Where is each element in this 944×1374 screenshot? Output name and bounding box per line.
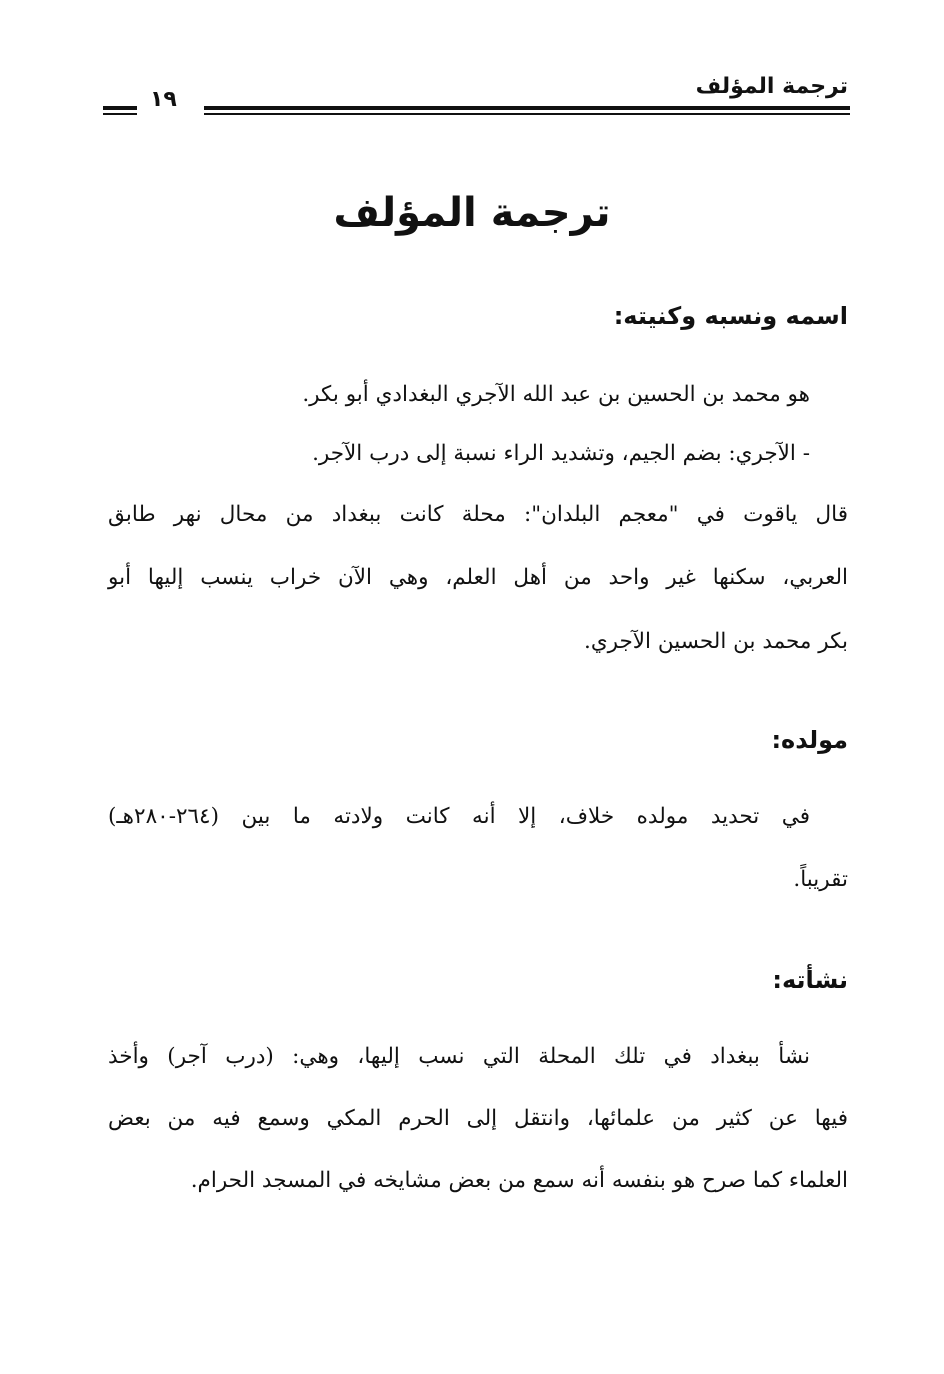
paragraph-line: قال ياقوت في "معجم البلدان": محلة كانت ببغداد من محال نهر طابق [108,502,848,527]
page-number: ١٩ [150,87,177,112]
paragraph-line: بكر محمد بن الحسين الآجري. [583,629,848,654]
page-number-rule-thin [103,113,137,115]
paragraph-line: هو محمد بن الحسين بن عبد الله الآجري البغدادي أبو بكر. [302,382,810,407]
page-number-rule [103,106,137,110]
paragraph-line: العربي، سكنها غير واحد من أهل العلم، وهي الآن خراب ينسب إليها أبو [108,565,848,590]
page-title: ترجمة المؤلف [333,190,611,236]
paragraph-line: - الآجري: بضم الجيم، وتشديد الراء نسبة إلى درب الآجر. [312,441,810,466]
section-heading-birth: مولده: [771,726,848,754]
section-heading-upbringing: نشأته: [772,966,848,994]
paragraph-line: العلماء كما صرح هو بنفسه أنه سمع من بعض مشايخه في المسجد الحرام. [190,1168,848,1193]
paragraph-line: نشأ ببغداد في تلك المحلة التي نسب إليها، وهي: (درب آجر) وأخذ [108,1044,810,1069]
header-rule-thin [204,113,850,115]
header-rule [204,106,850,110]
paragraph-line: في تحديد مولده خلاف، إلا أنه كانت ولادته ما بين (٢٦٤-٢٨٠هـ) [108,804,810,829]
paragraph-line: تقريباً. [793,867,848,892]
paragraph-line: فيها عن كثير من علمائها، وانتقل إلى الحرم المكي وسمع فيه من بعض [108,1106,848,1131]
running-header-title: ترجمة المؤلف [695,74,848,99]
section-heading-name: اسمه ونسبه وكنيته: [613,302,848,330]
